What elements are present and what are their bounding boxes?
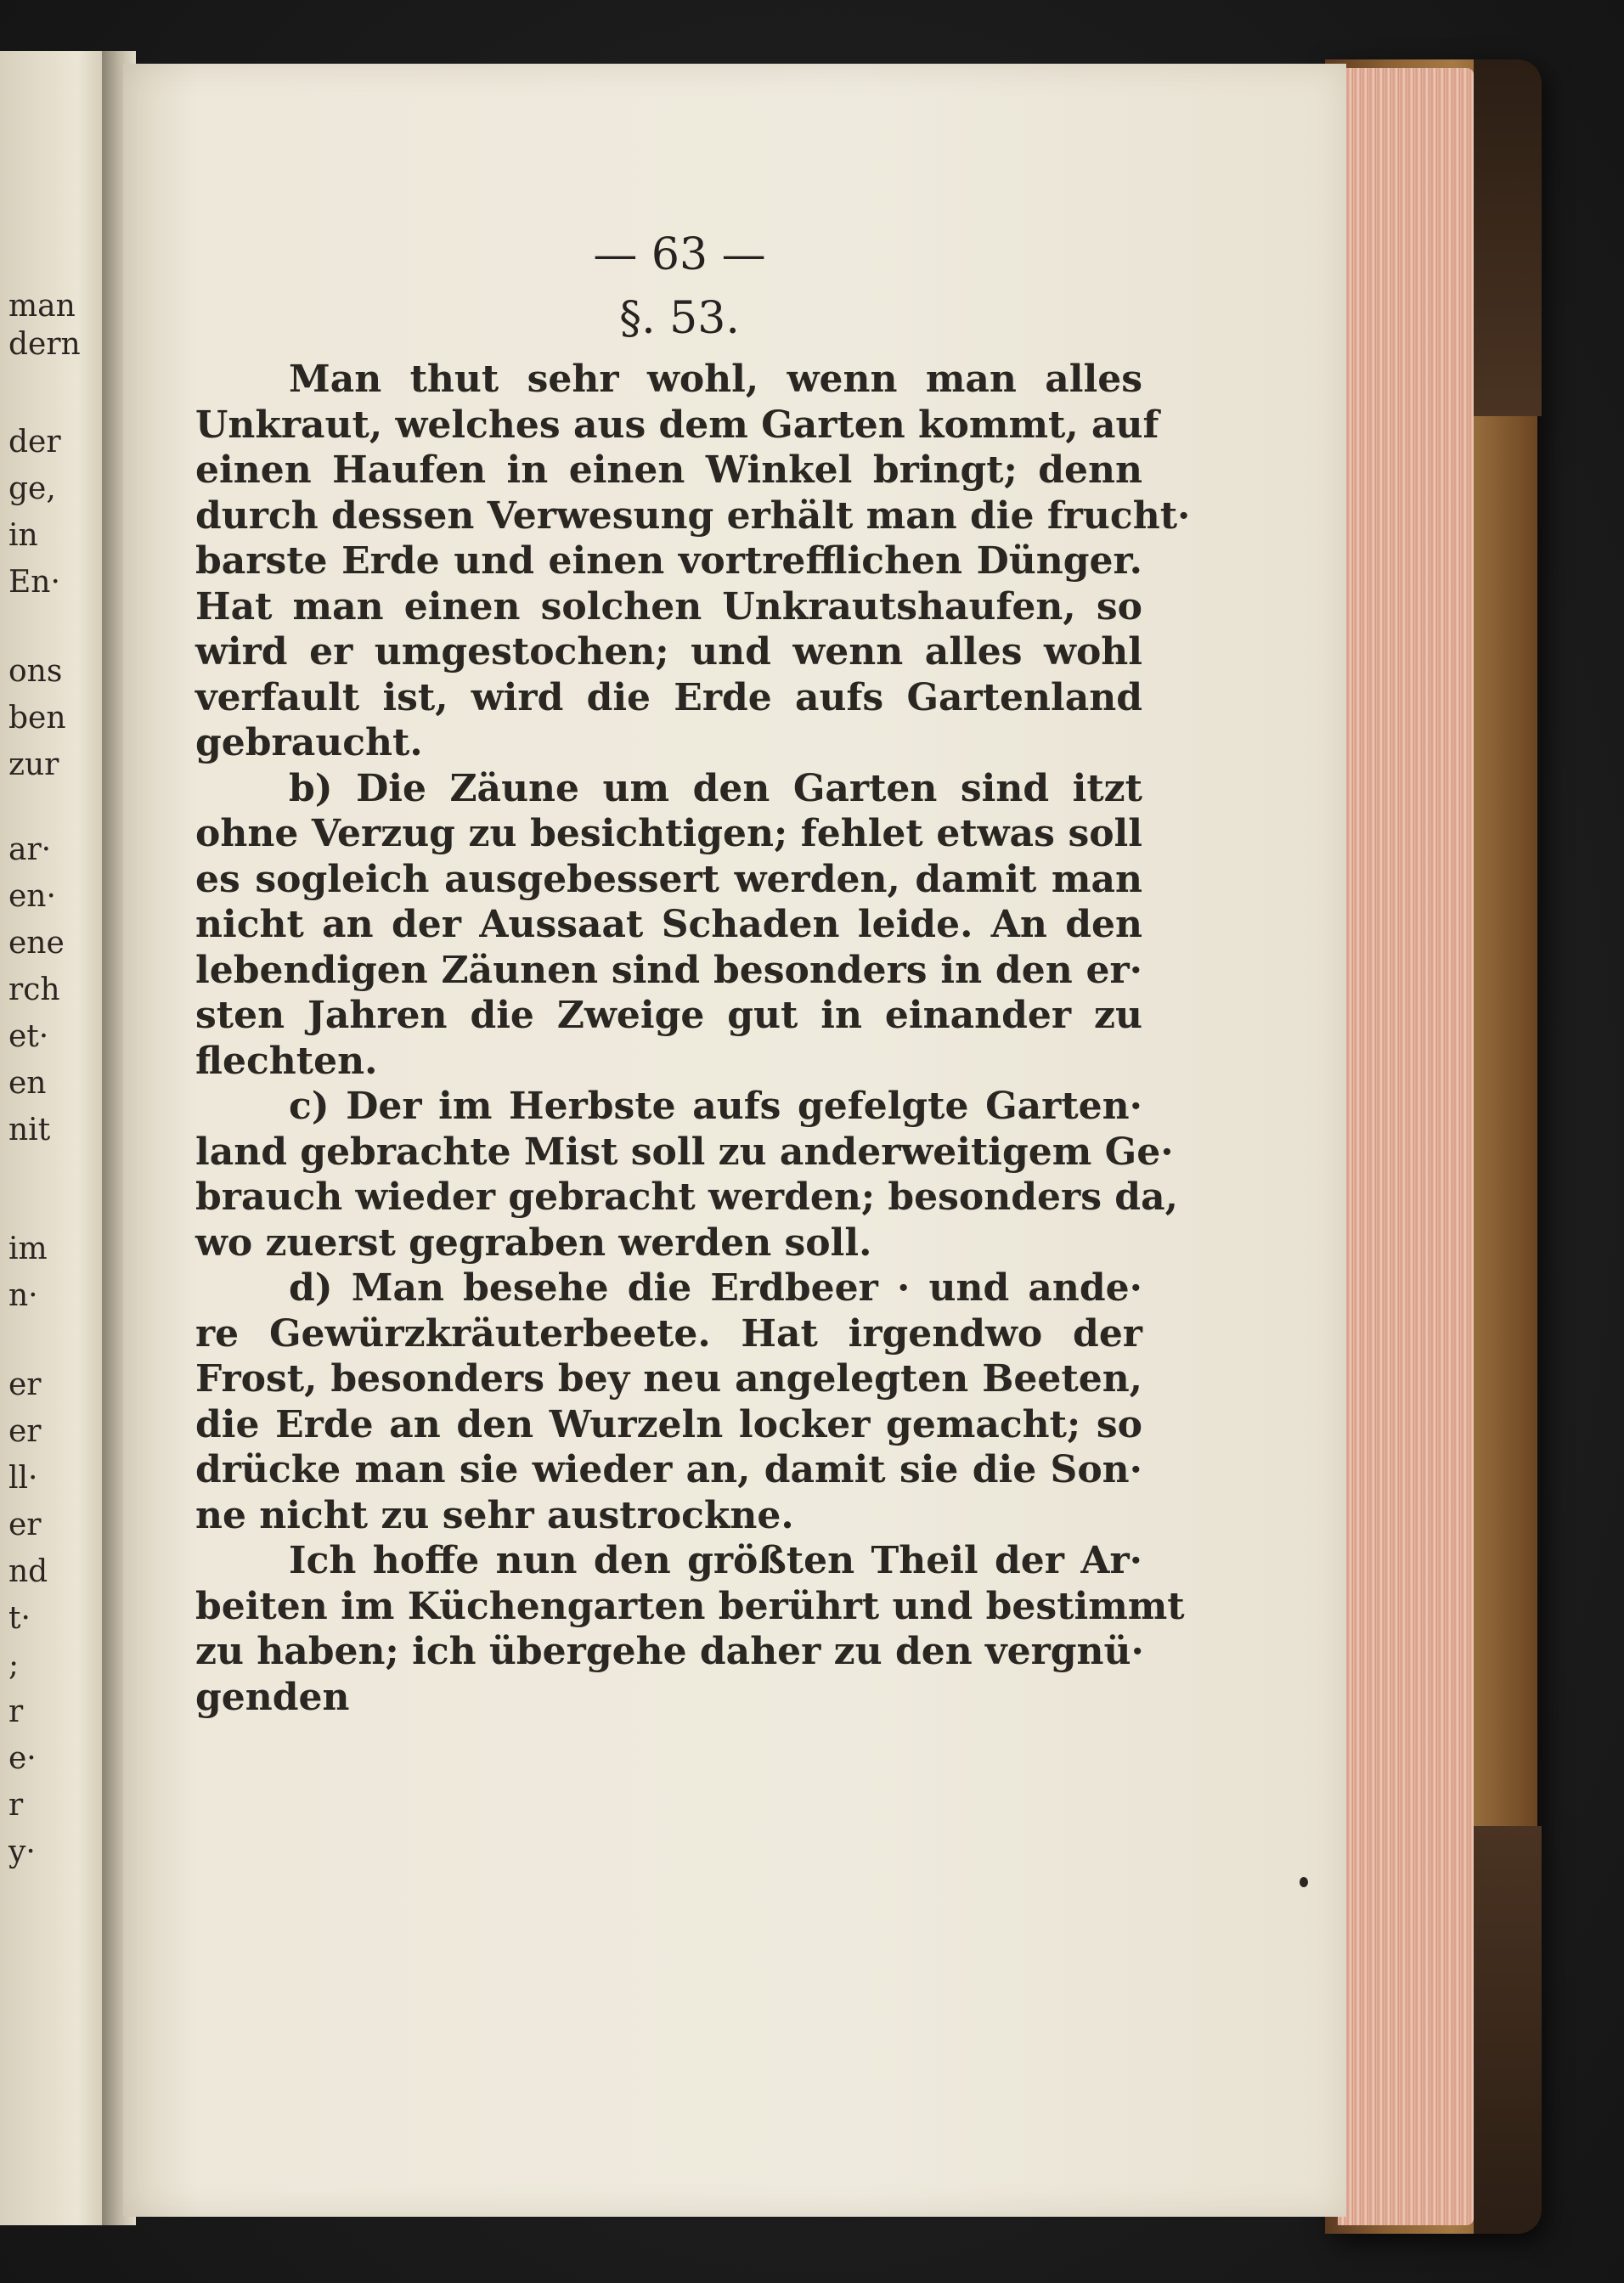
text-line: Hat man einen solchen Unkrautshaufen, so	[195, 584, 1142, 629]
text-line: wird er umgestochen; und wenn alles wohl	[195, 630, 1142, 674]
cover-corner-bottom	[1474, 1826, 1542, 2234]
left-page-fragment: ene	[8, 926, 65, 961]
left-page-fragment: ;	[8, 1648, 20, 1683]
body-text	[195, 357, 1191, 1720]
text-line: es sogleich ausgebessert werden, damit man	[195, 857, 1142, 901]
paragraph	[195, 357, 1191, 766]
left-page-fragment: e·	[8, 1741, 37, 1776]
left-page-fragment: en·	[8, 879, 56, 914]
text-line: beiten im Küchengarten berührt und bestimmt	[195, 1584, 1185, 1628]
text-line: Unkraut, welches aus dem Garten kommt, auf	[195, 403, 1159, 447]
paragraph	[195, 766, 1142, 1085]
cover-corner-top	[1474, 59, 1542, 416]
left-page-fragment: rch	[8, 972, 60, 1007]
left-page-fragment: nit	[8, 1113, 51, 1147]
text-line: durch dessen Verwesung erhält man die frucht·	[195, 493, 1191, 538]
left-page-fragment: en	[8, 1066, 47, 1101]
left-page-fragment: En·	[8, 565, 60, 600]
left-page-fragment: dern	[8, 327, 81, 362]
text-line: ohne Verzug zu besichtigen; fehlet etwas soll	[195, 812, 1142, 855]
left-page-fragment: er	[8, 1414, 42, 1449]
text-line: lebendigen Zäunen sind besonders in den er·	[195, 948, 1142, 992]
text-line: sten Jahren die Zweige gut in einander zu	[195, 994, 1142, 1037]
text-line: brauch wieder gebracht werden; besonders da,	[195, 1175, 1178, 1219]
left-page-fragment: in	[8, 518, 38, 553]
left-page-fragment: der	[8, 425, 61, 459]
page-number: — 63 —	[593, 229, 766, 280]
text-line: verfault ist, wird die Erde aufs Gartenland	[195, 675, 1142, 719]
section-heading: §. 53.	[619, 293, 740, 344]
text-line: b) Die Zäune um den Garten sind itzt	[289, 766, 1142, 810]
text-line: einen Haufen in einen Winkel bringt; denn	[195, 448, 1142, 492]
text-line: c) Der im Herbste aufs gefelgte Garten·	[289, 1085, 1142, 1128]
left-page-fragment: zur	[8, 747, 59, 782]
left-page-fragment: r	[8, 1788, 24, 1823]
left-page-fragment: er	[8, 1508, 42, 1542]
text-line: gebraucht.	[195, 721, 423, 764]
text-line: flechten.	[195, 1039, 378, 1083]
left-page-fragment: r	[8, 1694, 24, 1729]
text-line: ne nicht zu sehr austrockne.	[195, 1493, 794, 1537]
left-page-fragment: man	[8, 289, 76, 324]
left-page-fragment: t·	[8, 1601, 31, 1636]
page-fore-edge	[1338, 68, 1474, 2225]
left-page-fragment: ben	[8, 701, 66, 736]
text-line: Man thut sehr wohl, wenn man alles	[289, 358, 1142, 401]
left-page	[0, 51, 110, 2225]
left-page-fragment: y·	[8, 1835, 36, 1869]
paragraph	[195, 1084, 1178, 1266]
text-line: re Gewürzkräuterbeete. Hat irgendwo der	[195, 1311, 1142, 1356]
left-page-fragment: ar·	[8, 832, 52, 867]
text-line: d) Man besehe die Erdbeer · und ande·	[289, 1266, 1142, 1310]
ink-speck	[1300, 1877, 1308, 1887]
left-page-fragment: n·	[8, 1278, 38, 1313]
text-line: die Erde an den Wurzeln locker gemacht; so	[195, 1402, 1142, 1446]
paragraph	[195, 1538, 1185, 1720]
paragraph	[195, 1266, 1142, 1538]
text-line: Frost, besonders bey neu angelegten Beeten,	[195, 1357, 1142, 1401]
left-page-fragment: er	[8, 1367, 42, 1402]
left-page-fragment: ll·	[8, 1461, 38, 1496]
text-line: Ich hoffe nun den größten Theil der Ar·	[289, 1539, 1142, 1582]
left-page-fragment: nd	[8, 1554, 48, 1589]
text-line: genden	[195, 1675, 350, 1719]
left-page-fragment: et·	[8, 1019, 49, 1054]
text-line: wo zuerst gegraben werden soll.	[195, 1220, 872, 1265]
text-line: barste Erde und einen vortrefflichen Dünger.	[195, 539, 1142, 583]
text-line: zu haben; ich übergehe daher zu den vergnü·	[195, 1630, 1144, 1673]
left-page-fragment: ons	[8, 654, 63, 689]
text-line: land gebrachte Mist soll zu anderweitigem Ge·	[195, 1130, 1174, 1174]
text-line: drücke man sie wieder an, damit sie die Son·	[195, 1448, 1142, 1491]
left-page-fragment: ge,	[8, 471, 56, 506]
left-page-fragment: im	[8, 1232, 48, 1266]
text-line: nicht an der Aussaat Schaden leide. An den	[195, 903, 1142, 946]
